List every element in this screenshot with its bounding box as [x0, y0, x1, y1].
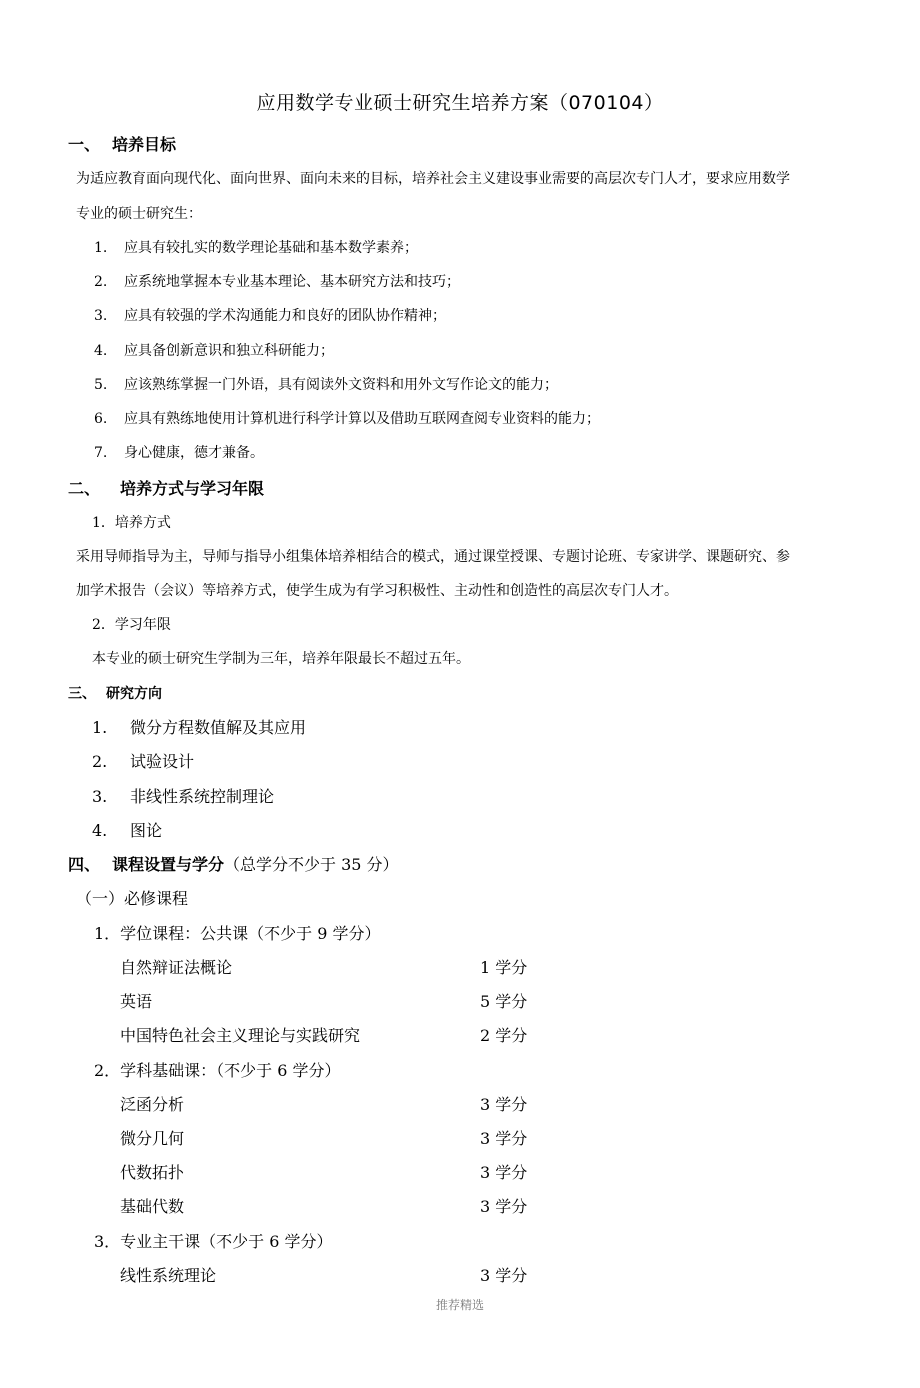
list-item: [94, 340, 334, 360]
subsection-label: （一）必修课程: [76, 889, 189, 908]
section-note: （总学分不少于 35 分）: [224, 855, 399, 874]
item-number: 1.: [94, 240, 108, 256]
course-credit: 2 学分: [480, 1026, 528, 1045]
research-direction-item: [92, 784, 274, 807]
item-number: 3.: [94, 308, 108, 324]
item-text: 非线性系统控制理论: [130, 787, 275, 806]
course-group-label: 2．学科基础课：（不少于 6 学分）: [94, 1061, 341, 1080]
section-number: 二、: [68, 479, 101, 498]
item-text: 试验设计: [130, 752, 195, 771]
course-credit: 3 学分: [480, 1197, 528, 1216]
course-name: 中国特色社会主义理论与实践研究: [120, 1026, 361, 1045]
section-title: 研究方向: [106, 686, 162, 702]
course-group-label: 3．专业主干课（不少于 6 学分）: [94, 1232, 333, 1251]
section-1-heading: [68, 132, 176, 155]
item-number: 2.: [92, 752, 108, 771]
course-name: 基础代数: [120, 1197, 185, 1216]
section-4-heading: [68, 852, 399, 875]
course-group-label: 1．学位课程：公共课（不少于 9 学分）: [94, 924, 381, 943]
course-credit: 3 学分: [480, 1266, 528, 1285]
paragraph-line: 采用导师指导为主，导师与指导小组集体培养相结合的模式，通过课堂授课、专题讨论班、专家讲学、课题研究、参: [76, 549, 790, 565]
list-item: [94, 442, 264, 462]
page-footer: 推荐精选: [435, 1298, 484, 1312]
item-text: 应该熟练掌握一门外语，具有阅读外文资料和用外文写作论文的能力；: [124, 377, 558, 393]
item-number: 4.: [92, 821, 108, 840]
course-credit: 3 学分: [480, 1095, 528, 1114]
paragraph-line: 本专业的硕士研究生学制为三年，培养年限最长不超过五年。: [92, 651, 470, 667]
item-number: 4.: [94, 343, 108, 359]
research-direction-item: [92, 749, 194, 772]
section-number: 三、: [68, 686, 96, 702]
course-credit: 3 学分: [480, 1163, 528, 1182]
list-item: [94, 305, 446, 325]
intro-line-1: 为适应教育面向现代化、面向世界、面向未来的目标，培养社会主义建设事业需要的高层次专门人才，要求应用数学: [76, 171, 790, 187]
item-text: 应具有较扎实的数学理论基础和基本数学素养；: [124, 240, 418, 256]
course-name: 微分几何: [120, 1129, 185, 1148]
item-number: 1.: [92, 718, 108, 737]
subsection-label: 1．培养方式: [92, 515, 171, 531]
item-number: 2.: [94, 274, 108, 290]
item-text: 应具有较强的学术沟通能力和良好的团队协作精神；: [124, 308, 446, 324]
list-item: [94, 408, 600, 428]
section-title: 培养目标: [112, 135, 177, 154]
course-name: 线性系统理论: [120, 1266, 217, 1285]
course-name: 泛函分析: [120, 1095, 185, 1114]
course-name: 代数拓扑: [120, 1163, 185, 1182]
item-text: 应具有熟练地使用计算机进行科学计算以及借助互联网查阅专业资料的能力；: [124, 411, 600, 427]
section-3-heading: [68, 683, 162, 703]
item-number: 3.: [92, 787, 108, 806]
item-text: 身心健康，德才兼备。: [124, 445, 264, 461]
section-number: 四、: [68, 855, 101, 874]
section-2-heading: [68, 476, 264, 499]
item-text: 微分方程数值解及其应用: [130, 718, 307, 737]
course-credit: 5 学分: [480, 992, 528, 1011]
section-title: 课程设置与学分: [112, 855, 225, 874]
item-number: 5.: [94, 377, 108, 393]
subsection-label: 2．学习年限: [92, 617, 171, 633]
research-direction-item: [92, 818, 162, 841]
course-name: 自然辩证法概论: [120, 958, 233, 977]
paragraph-line: 加学术报告（会议）等培养方式，使学生成为有学习积极性、主动性和创造性的高层次专门人才。: [76, 583, 678, 599]
section-number: 一、: [68, 135, 101, 154]
item-number: 7.: [94, 445, 108, 461]
course-credit: 1 学分: [480, 958, 528, 977]
course-name: 英语: [120, 992, 153, 1011]
section-title: 培养方式与学习年限: [120, 479, 265, 498]
course-credit: 3 学分: [480, 1129, 528, 1148]
page-title: 应用数学专业硕士研究生培养方案（070104）: [256, 92, 664, 114]
item-text: 图论: [130, 821, 163, 840]
intro-line-2: 专业的硕士研究生：: [76, 206, 202, 222]
list-item: [94, 271, 460, 291]
item-text: 应系统地掌握本专业基本理论、基本研究方法和技巧；: [124, 274, 460, 290]
item-text: 应具备创新意识和独立科研能力；: [124, 343, 334, 359]
list-item: [94, 374, 558, 394]
list-item: [94, 237, 418, 257]
item-number: 6.: [94, 411, 108, 427]
research-direction-item: [92, 715, 306, 738]
